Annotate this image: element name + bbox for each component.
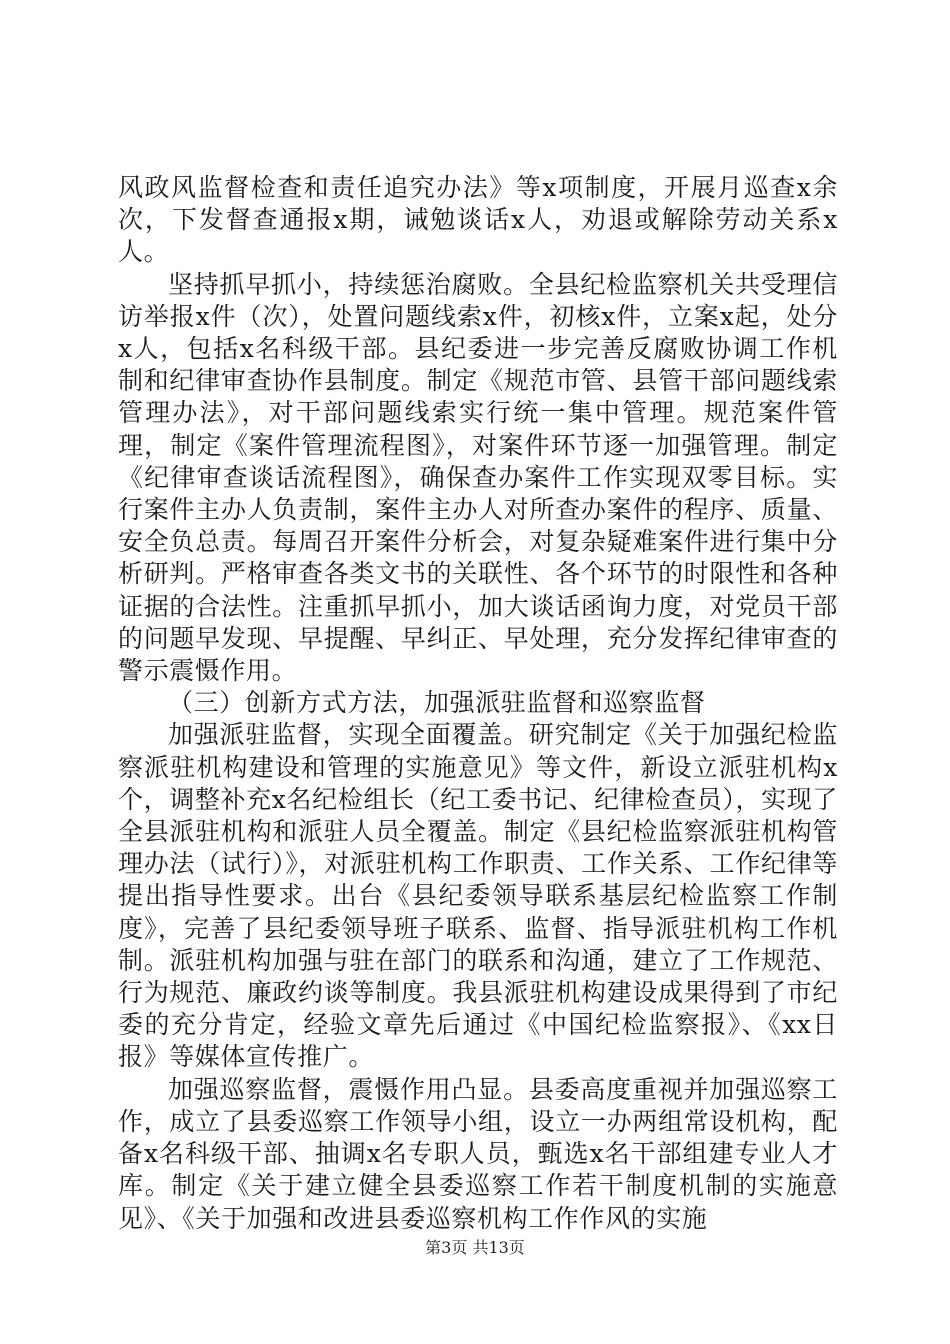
paragraph-continuation: 风政风监督检查和责任追究办法》等x项制度，开展月巡查x余次，下发督查通报x期，诫勉谈话x人，劝退或解除劳动关系x人。: [118, 173, 838, 267]
paragraph-stationed-supervision: 加强派驻监督，实现全面覆盖。研究制定《关于加强纪检监察派驻机构建设和管理的实施意见》等文件，新设立派驻机构x个，调整补充x名纪检组长（纪工委书记、纪律检查员），实现了全县派驻机构和派驻人员全覆盖。制定《县纪检监察派驻机构管理办法（试行）》，对派驻机构工作职责、工作关系、工作纪律等提出指导性要求。出台《县纪委领导联系基层纪检监察工作制度》，完善了县纪委领导班子联系、监督、指导派驻机构工作机制。派驻机构加强与驻在部门的联系和沟通，建立了工作规范、行为规范、廉政约谈等制度。我县派驻机构建设成果得到了市纪委的充分肯定，经验文章先后通过《中国纪检监察报》、《xx日报》等媒体宣传推广。: [118, 720, 838, 1072]
section-heading: （三）创新方式方法，加强派驻监督和巡察监督: [168, 688, 706, 718]
page-footer: 第3页 共13页: [425, 1238, 525, 1257]
document-body: [118, 172, 838, 1235]
paragraph-anti-corruption: 坚持抓早抓小，持续惩治腐败。全县纪检监察机关共受理信访举报x件（次），处置问题线索x件，初核x件，立案x起，处分x人，包括x名科级干部。县纪委进一步完善反腐败协调工作机制和纪律审查协作县制度。制定《规范市管、县管干部问题线索管理办法》，对干部问题线索实行统一集中管理。规范案件管理，制定《案件管理流程图》，对案件环节逐一加强管理。制定《纪律审查谈话流程图》，确保查办案件工作实现双零目标。实行案件主办人负责制，案件主办人对所查办案件的程序、质量、安全负总责。每周召开案件分析会，对复杂疑难案件进行集中分析研判。严格审查各类文书的关联性、各个环节的时限性和各种证据的合法性。注重抓早抓小，加大谈话函询力度，对党员干部的问题早发现、早提醒、早纠正、早处理，充分发挥纪律审查的警示震慑作用。: [118, 269, 838, 686]
paragraph-inspection-supervision: 加强巡察监督，震慑作用凸显。县委高度重视并加强巡察工作，成立了县委巡察工作领导小组，设立一办两组常设机构，配备x名科级干部、抽调x名专职人员，甄选x名干部组建专业人才库。制定《关于建立健全县委巡察工作若干制度机制的实施意见》、《关于加强和改进县委巡察机构工作作风的实施: [118, 1074, 838, 1233]
